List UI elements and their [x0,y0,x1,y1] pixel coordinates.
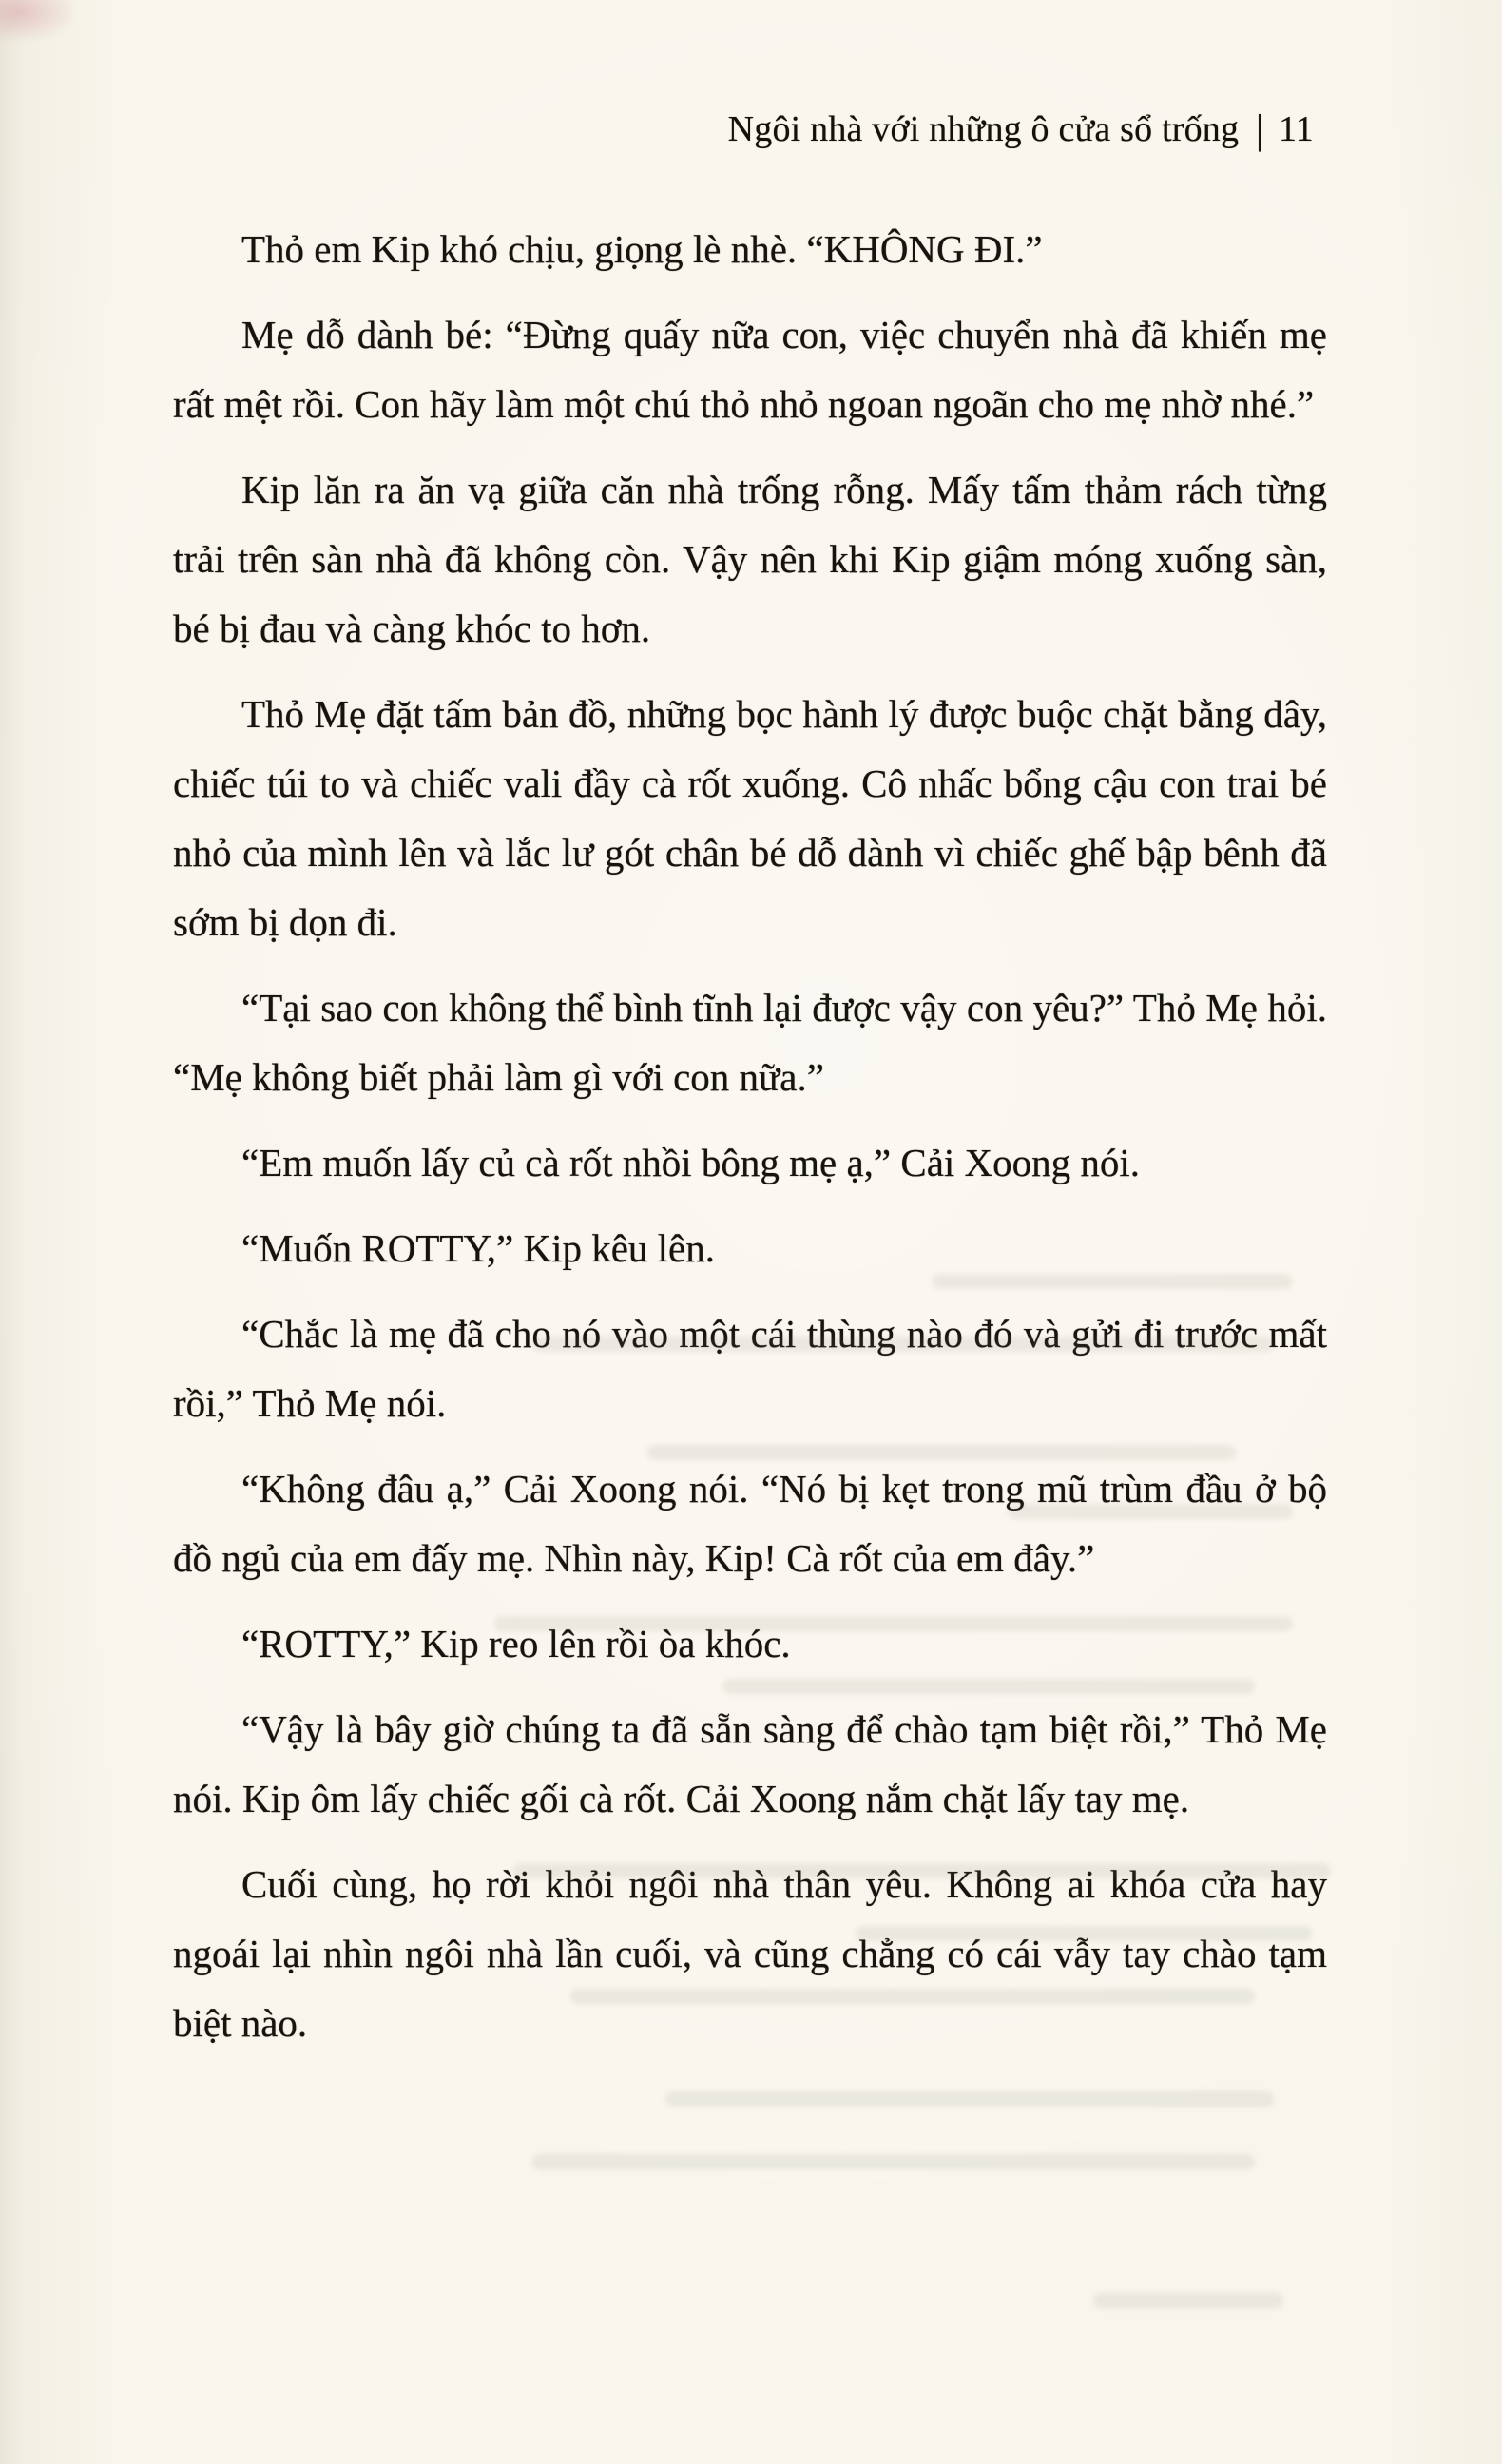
page-number: 11 [1279,109,1314,149]
paragraph: Kip lăn ra ăn vạ giữa căn nhà trống rỗng. Mấy tấm thảm rách từng trải trên sàn nhà đã không còn. Vậy nên khi Kip giậm móng xuống sàn, bé bị đau và càng khóc to hơn. [173,468,1327,650]
bleed-line [1093,2293,1283,2308]
scan-smudge [0,0,78,44]
paragraph: Cuối cùng, họ rời khỏi ngôi nhà thân yêu. Không ai khóa cửa hay ngoái lại nhìn ngôi nhà lần cuối, và cũng chẳng có cái vẫy tay chào tạm biệt nào. [173,1862,1327,2045]
paragraph: Thỏ em Kip khó chịu, giọng lè nhè. “KHÔNG ĐI.” [241,227,1043,271]
paragraph: Thỏ Mẹ đặt tấm bản đồ, những bọc hành lý được buộc chặt bằng dây, chiếc túi to và chiếc vali đầy cà rốt xuống. Cô nhấc bổng cậu con trai bé nhỏ của mình lên và lắc lư gót chân bé dỗ dành vì chiếc ghế bập bênh đã sớm bị dọn đi. [173,692,1327,944]
paragraph: “Em muốn lấy củ cà rốt nhồi bông mẹ ạ,” Cải Xoong nói. [241,1141,1141,1184]
paragraph: “Không đâu ạ,” Cải Xoong nói. “Nó bị kẹt trong mũ trùm đầu ở bộ đồ ngủ của em đấy mẹ. Nhìn này, Kip! Cà rốt của em đây.” [173,1467,1327,1580]
paragraph: “Tại sao con không thể bình tĩnh lại được vậy con yêu?” Thỏ Mẹ hỏi. “Mẹ không biết phải làm gì với con nữa.” [173,986,1327,1099]
paragraph: Mẹ dỗ dành bé: “Đừng quấy nữa con, việc chuyển nhà đã khiến mẹ rất mệt rồi. Con hãy làm một chú thỏ nhỏ ngoan ngoãn cho mẹ nhờ nhé.” [173,313,1327,426]
paragraph: “ROTTY,” Kip reo lên rồi òa khóc. [241,1622,791,1665]
paragraph: “Vậy là bây giờ chúng ta đã sẵn sàng để chào tạm biệt rồi,” Thỏ Mẹ nói. Kip ôm lấy chiếc gối cà rốt. Cải Xoong nắm chặt lấy tay mẹ. [173,1707,1327,1820]
bleed-line [532,2154,1255,2169]
paragraph: “Muốn ROTTY,” Kip kêu lên. [241,1226,716,1270]
body-text [173,215,1327,2074]
paragraph: “Chắc là mẹ đã cho nó vào một cái thùng nào đó và gửi đi trước mất rồi,” Thỏ Mẹ nói. [173,1312,1327,1425]
bleed-line [665,2091,1274,2107]
header-separator: | [1256,106,1263,153]
running-header [173,106,1325,152]
book-title: Ngôi nhà với những ô cửa sổ trống [727,109,1240,149]
